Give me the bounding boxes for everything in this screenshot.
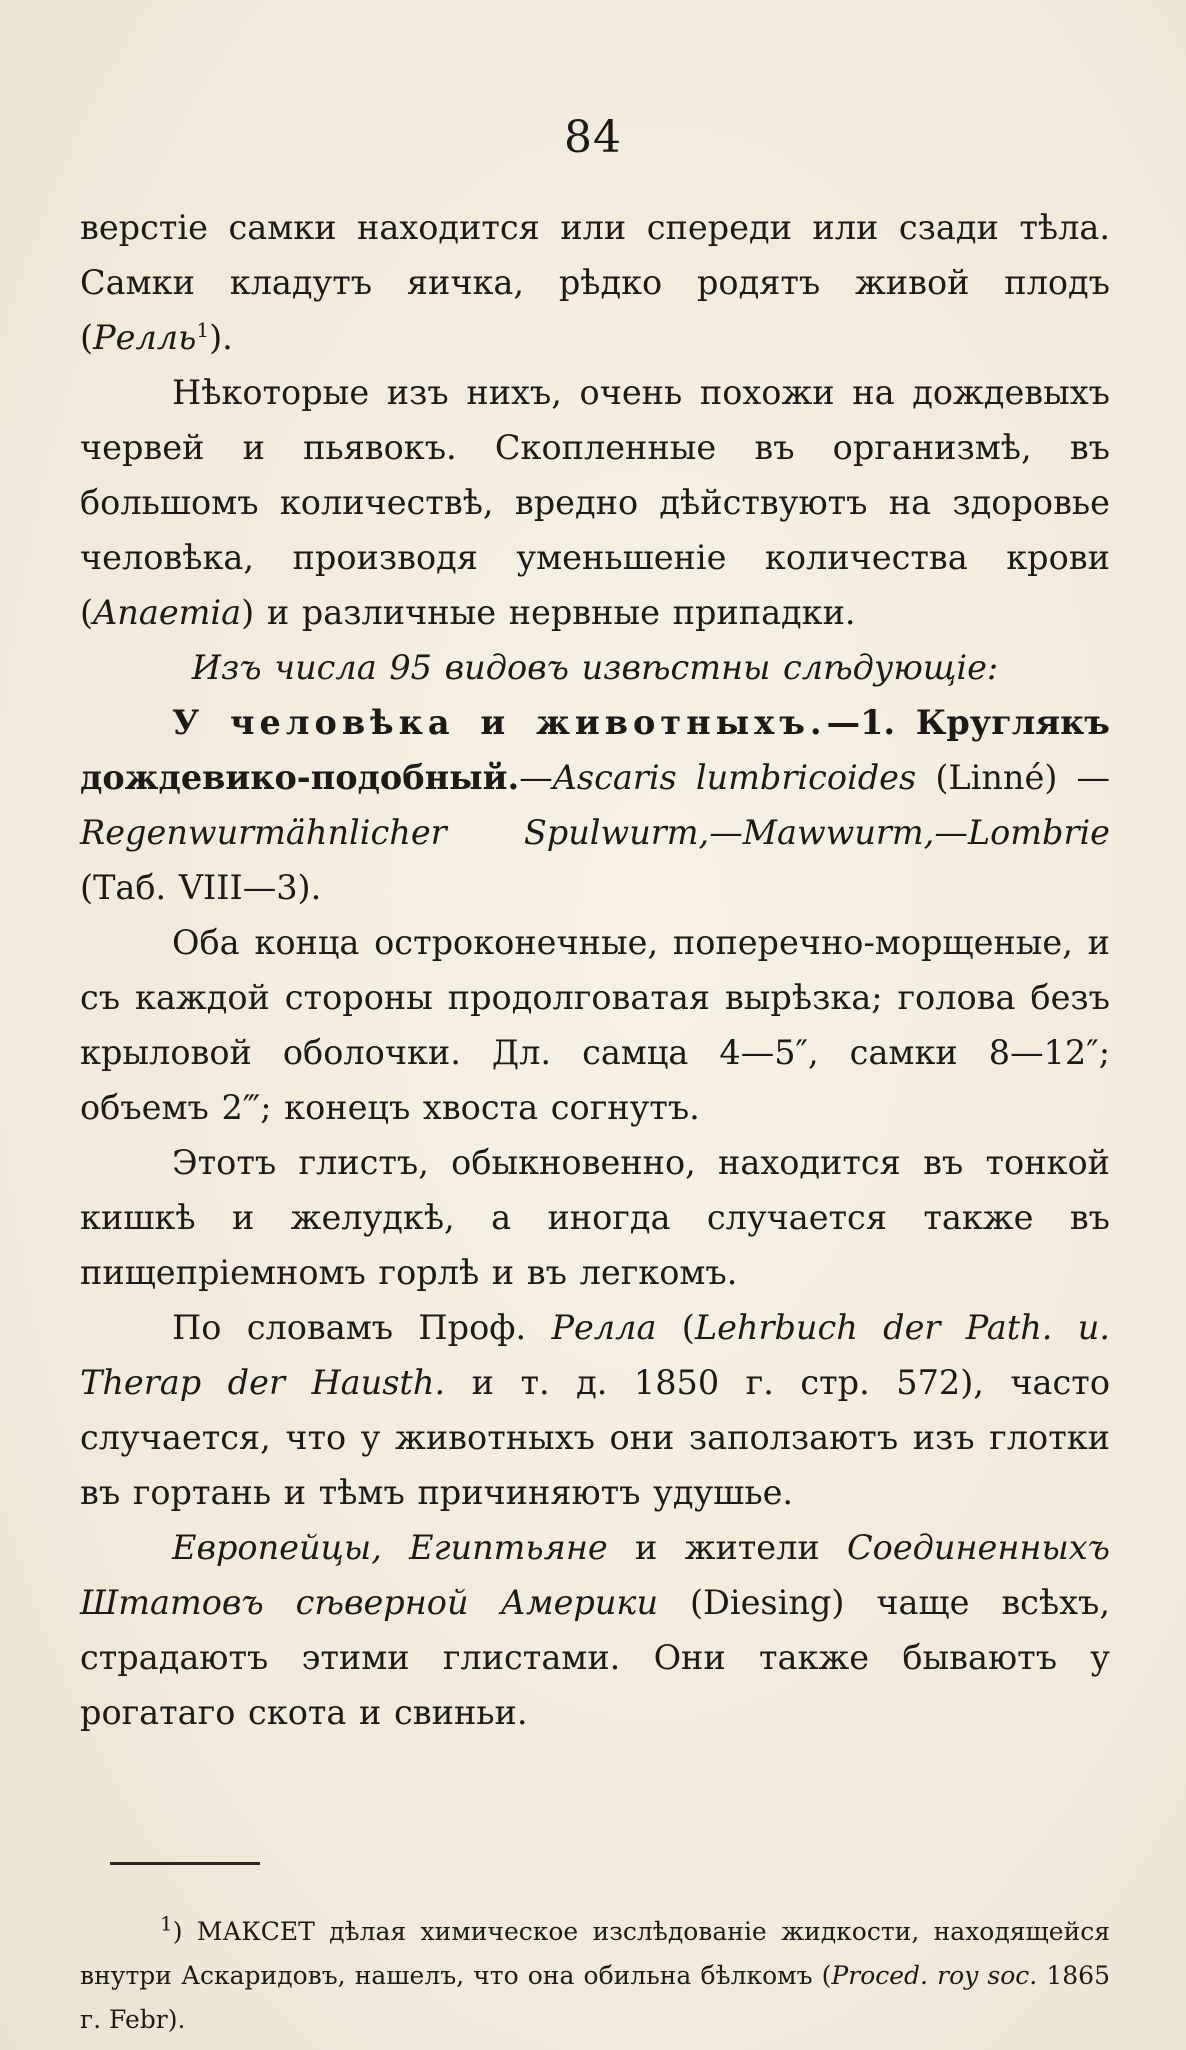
journal-title: Proced. roy soc.	[831, 1961, 1038, 1990]
category-label: У человѣка и животныхъ.	[172, 703, 827, 742]
paragraph-description: Оба конца остроконечные, поперечно-морщеные, и съ каждой стороны продолговатая вырѣзка; голова безъ крыловой оболочки. Дл. самца 4—5″, самки 8—12″; объемъ 2‴; конецъ хвоста согнутъ.	[80, 923, 1110, 1127]
body-text	[80, 200, 1110, 1740]
paragraph-2: Нѣкоторые изъ нихъ, очень похожи на дождевыхъ червей и пьявокъ. Скопленные въ организмѣ, въ большомъ количествѣ, вредно дѣйствуютъ на здоровье человѣка, производя уменьшеніе количества крови (Anaemia) и различные нервные припадки.	[80, 373, 1110, 632]
footnote-reference[interactable]: 1	[196, 317, 210, 342]
footnote: $^1$) МАКСЕТ дѣлая химическое изслѣдованіе жидкости, находящейся внутри Аскаридовъ, нашелъ, что она обильна бѣлкомъ (Proced. roy soc. 1865 г. Febr).	[80, 1911, 1110, 2034]
latin-term: Anaemia	[93, 593, 242, 632]
book-title: Lehrbuch der Path. u. Therap der Hausth.	[80, 1308, 1110, 1402]
german-names: Regenwurmähnlicher Spulwurm,—Mawwurm,—Lombrie	[80, 813, 1110, 852]
page-number: 84	[564, 112, 622, 163]
latin-species-name: —Ascaris lumbricoides	[519, 758, 917, 797]
species-name: —1. Круглякъ дождевико-подобный.	[80, 703, 1110, 797]
species-entry: У человѣка и животныхъ.—1. Круглякъ дождевико-подобный.—Ascaris lumbricoides (Linné) — Regenwurmähnlicher Spulwurm,—Mawwurm,—Lombrie (Таб. VIII—3).	[80, 703, 1111, 907]
paragraph-citation: По словамъ Проф. Релла (Lehrbuch der Path. u. Therap der Hausth. и т. д. 1850 г. стр. 572), часто случается, что у животныхъ они заползаютъ изъ глотки въ гортань и тѣмъ причиняютъ удушье.	[80, 1308, 1110, 1512]
footnote-mark: 1	[160, 1911, 173, 1936]
plate-reference: (Таб. VIII—3).	[80, 868, 322, 907]
section-heading: Изъ числа 95 видовъ извѣстны слѣдующіе:	[191, 648, 999, 687]
footnote-divider	[110, 1862, 260, 1865]
author-name: Релль	[93, 318, 197, 357]
paragraph-1: верстіе самки находится или спереди или сзади тѣла. Самки кладутъ яичка, рѣдко родятъ живой плодъ (Релль$^1$).	[80, 208, 1110, 357]
paragraph-distribution: Европейцы, Египтьяне и жители Соединенныхъ Штатовъ сѣверной Америки (Diesing) чаще всѣхъ, страдаютъ этими глистами. Они также бываютъ у рогатаго скота и свиньи.	[80, 1528, 1110, 1732]
paragraph-location: Этотъ глистъ, обыкновенно, находится въ тонкой кишкѣ и желудкѣ, а иногда случается также въ пищепріемномъ горлѣ и въ легкомъ.	[80, 1143, 1110, 1292]
